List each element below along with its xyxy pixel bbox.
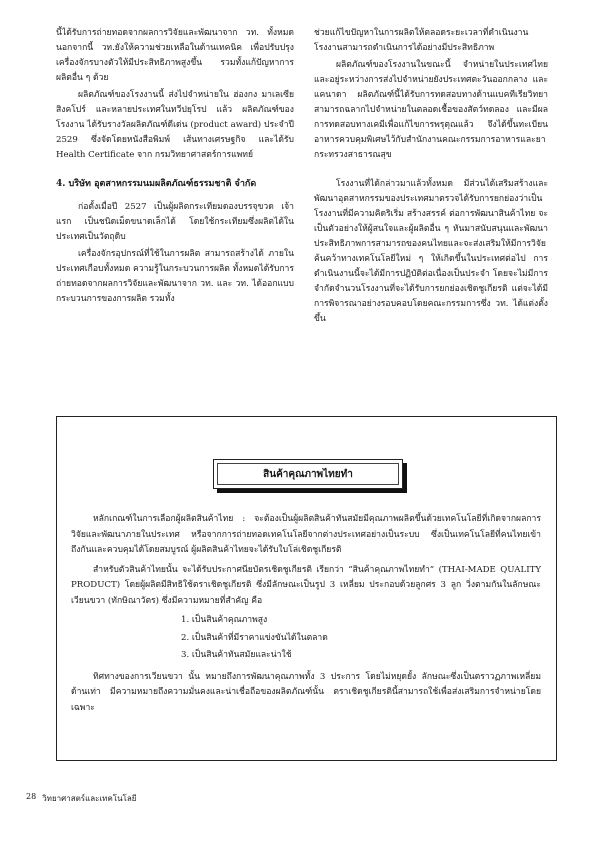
page-number: 28: [26, 792, 37, 801]
left-paragraph-2: ผลิตภัณฑ์ของโรงงานนี้ ส่งไปจำหน่ายใน ฮ่องกง มาเลเซีย สิงคโปร์ และหลายประเทศในทวีปยุโรป แล้ว ผลิตภัณฑ์ของโรงงาน ได้รับรางวัลผลิตภัณฑ์ดีเด่น (product award) ประจำปี 2529 ซึ่งจัดโดยหนังสือพิมพ์ เส้นทางเศรษฐกิจ และได้รับ Health Certificate จาก กรมวิทยาศาสตร์การแพทย์: [56, 90, 294, 160]
right-paragraph-3: โรงงานที่ได้กล่าวมาแล้วทั้งหมด มีส่วนได้เสริมสร้างและพัฒนาอุตสาหกรรมของประเทศมาตรวจได้รับการยกย่องว่าเป็นโรงงานที่มีความคิดริเริ่ม สร้างสรรค์ ต่อการพัฒนาสินค้าไทย จะเป็นตัวอย่างให้ผู้สนใจและผู้ผลิตอื่น ๆ หันมาสนับสนุนและพัฒนาประสิทธิภาพการสามารถของคนไทยและจะส่งเสริมให้มีการวิจัยค้นคว้าทางเทคโนโลยีใหม่ ๆ ให้เกิดขึ้นในประเทศต่อไป การดำเนินงานนี้จะได้มีการปฏิบัติต่อเนื่องเป็นประจำ โดยจะไม่มีการจำกัดจำนวนโรงงานที่จะได้รับการยกย่องเชิดชูเกียรติ แต่จะได้มีการพิจารณาอย่างรอบคอบโดยคณะกรรมการซึ่ง วท. ได้แต่งตั้งขึ้น: [314, 179, 548, 324]
right-paragraph-1: ช่วยแก้ไขปัญหาในการผลิตให้ตลอดระยะเวลาที่ดำเนินงานโรงงานสามารถดำเนินการได้อย่างมีประสิทธิภาพ: [314, 28, 529, 53]
box-list: [71, 613, 541, 664]
page-footer: [26, 792, 136, 805]
section-heading: 4. บริษัท อุตสาหกรรมนมผลิตภัณฑ์ธรรมชาติ จำกัด: [56, 179, 257, 189]
list-item: 1. เป็นสินค้าคุณภาพสูง: [181, 615, 268, 625]
list-item: 3. เป็นสินค้าทันสมัยและน่าใช้: [181, 650, 292, 660]
box-paragraph-1: หลักเกณฑ์ในการเลือกผู้ผลิตสินค้าไทย : จะต้องเป็นผู้ผลิตสินค้าทันสมัยมีคุณภาพผลิตขึ้นด้วยเทคโนโลยีที่เกิดจากผลการวิจัยและพัฒนาภายในประเทศ หรือจากการถ่ายทอดเทคโนโลยีจากต่างประเทศอย่างเป็นระบบ ซึ่งเป็นเทคโนโลยีที่คนไทยเข้าถึงกันและควบคุมได้โดยสมบูรณ์ ผู้ผลิตสินค้าไทยจะได้รับใบโล่เชิดชูเกียรติ: [71, 514, 541, 555]
info-box-banner: [213, 459, 403, 489]
info-box-body: [71, 512, 541, 720]
left-paragraph-4: เครื่องจักรอุปกรณ์ที่ใช้ในการผลิต สามารถสร้างได้ ภายในประเทศเกือบทั้งหมด ความรู้ในกระบวนการผลิต ทั้งหมดได้รับการถ่ายทอดจากผลการวิจัยและพัฒนาจาก วท. และ วท. ได้ออกแบบกระบวนการของการผลิต รวมทั้ง: [56, 249, 294, 304]
publication-name: วิทยาศาสตร์และเทคโนโลยี: [42, 794, 137, 803]
box-paragraph-2: สำหรับตัวสินค้าไทยนั้น จะได้รับประกาศนียบัตรเชิดชูเกียรติ เรียกว่า “สินค้าคุณภาพไทยทำ” (THAI-MADE QUALITY PRODUCT) โดยผู้ผลิตมีสิทธิใช้ตราเชิดชูเกียรติ ซึ่งมีลักษณะเป็นรูป 3 เหลี่ยม ประกอบด้วยลูกศร 3 ลูก วิ่งตามกันในลักษณะเวียนขวา (ทักษิณาวัตร) ซึ่งมีความหมายที่สำคัญ คือ: [71, 564, 541, 606]
list-item: 2. เป็นสินค้าที่มีราคาแข่งขันได้ในตลาด: [181, 632, 328, 643]
info-box: [56, 416, 557, 761]
box-paragraph-3: ทิศทางของการเวียนขวา นั้น หมายถึงการพัฒนาคุณภาพทั้ง 3 ประการ โดยไม่หยุดยั้ง ลักษณะซึ่งเป็นตราวฏภาพเหลี่ยมด้านเท่า มีความหมายถึงความมั่นคงและน่าเชื่อถือของผลิตภัณฑ์นั้น ตราเชิดชูเกียรตินี้สามารถใช้เพื่อส่งเสริมการจำหน่ายโดยเฉพาะ: [71, 671, 541, 713]
left-paragraph-3: ก่อตั้งเมื่อปี 2527 เป็นผู้ผลิตกระเทียมดองบรรจุขวด เจ้าแรก เป็นชนิดเม็ดขนาดเล็กได้ โดยใช้กระเทียมซึ่งผลิตได้ใน ประเทศเป็นวัตถุดิบ: [56, 202, 294, 242]
right-column: [314, 26, 548, 329]
right-paragraph-2: ผลิตภัณฑ์ของโรงงานในขณะนี้ จำหน่ายในประเทศไทย และอยู่ระหว่างการส่งไปจำหน่ายยังประเทศตะวันออกกลาง และแคนาดา ผลิตภัณฑ์นี้ได้รับการทดสอบทางด้านแบคทีเรียวิทยา สามารถฉลากไปจำหน่ายในตลอดเชื้อของสัตว์ทดลอง และมีผลการทดสอบทางเคมีเพื่อแก้ไขการพรุตุณแล้ว จึงได้ขึ้นทะเบียนอาหารควบคุมพิเศษไว้กับสำนักงานคณะกรรมการอาหารและยา กระทรวงสาธารณสุข: [314, 60, 548, 160]
left-paragraph-1: นี้ได้รับการถ่ายทอดจากผลการวิจัยและพัฒนาจาก วท. ทั้งหมด นอกจากนี้ วท.ยังให้ความช่วยเหลือในด้านเทคนิค เพื่อปรับปรุงเครื่องจักรบางตัวให้มีประสิทธิภาพสูงขึ้น รวมทั้งแก้ปัญหาการผลิตอื่น ๆ ด้วย: [56, 28, 294, 83]
banner-title: สินค้าคุณภาพไทยทำ: [217, 463, 399, 485]
left-column: [56, 26, 294, 309]
